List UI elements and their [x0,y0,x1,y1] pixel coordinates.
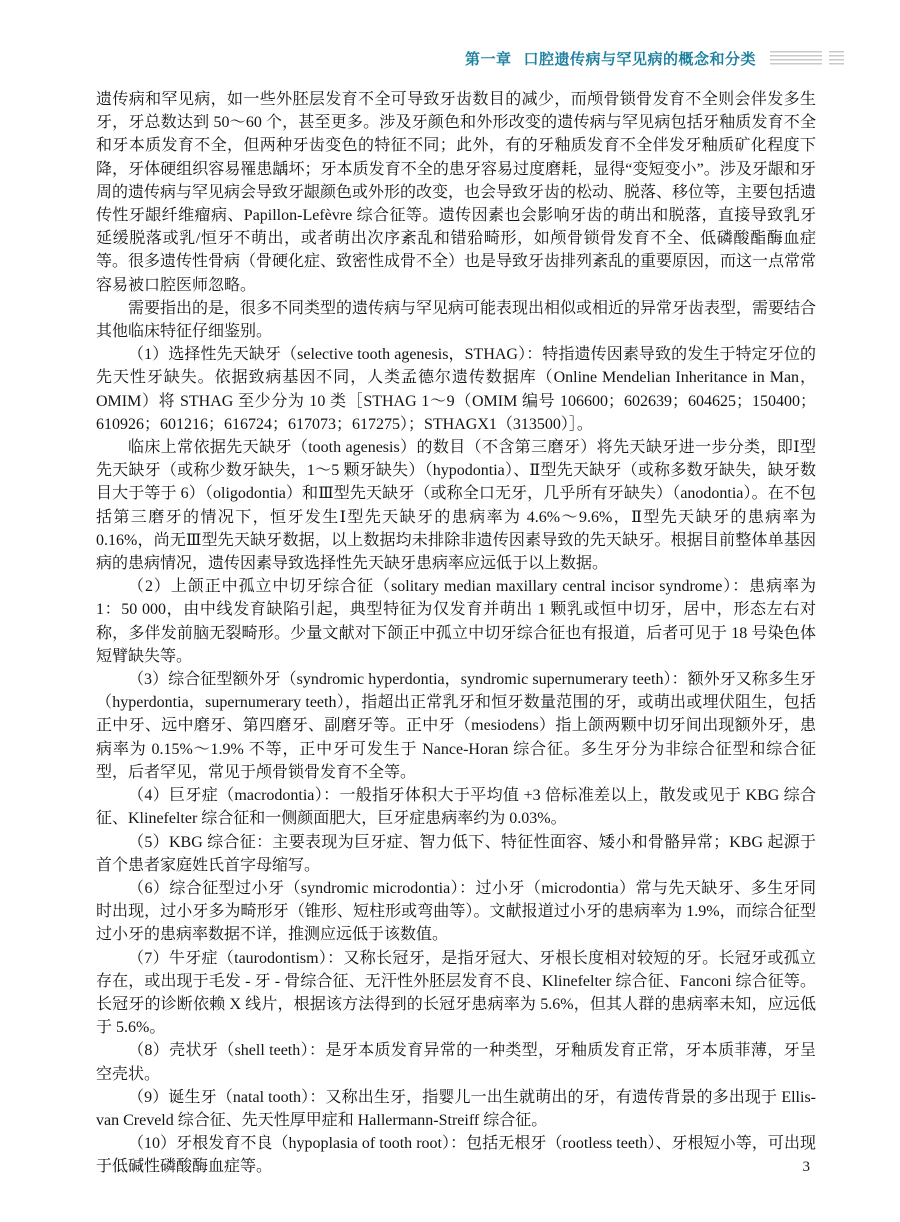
paragraph: 遗传病和罕见病，如一些外胚层发育不全可导致牙齿数目的减少，而颅骨锁骨发育不全则会伴发多生牙，牙总数达到 50～60 个，甚至更多。涉及牙颜色和外形改变的遗传病与罕见病包括牙釉质发育不全和牙本质发育不全，但两种牙齿变色的特征不同；此外，有的牙釉质发育不全伴发牙釉质矿化程度下降，牙体硬组织容易罹患龋坏；牙本质发育不全的患牙容易过度磨耗，显得“变短变小”。涉及牙龈和牙周的遗传病与罕见病会导致牙龈颜色或外形的改变，也会导致牙齿的松动、脱落、移位等，主要包括遗传性牙龈纤维瘤病、Papillon-Lefèvre 综合征等。遗传因素也会影响牙齿的萌出和脱落，直接导致乳牙延缓脱落或乳/恒牙不萌出，或者萌出次序紊乱和错𬌗畸形，如颅骨锁骨发育不全、低磷酸酯酶血症等。很多遗传性骨病（骨硬化症、致密性成骨不全）也是导致牙齿排列紊乱的重要原因，而这一点常常容易被口腔医师忽略。 [96,91,817,294]
paragraph: 临床上常依据先天缺牙（tooth agenesis）的数目（不含第三磨牙）将先天缺牙进一步分类，即Ⅰ型先天缺牙（或称少数牙缺失，1～5 颗牙缺失）（hypodontia）、Ⅱ型先天缺牙（或称多数牙缺失，缺牙数目大于等于 6）（oligodontia）和Ⅲ型先天缺牙（或称全口无牙，几乎所有牙缺失）（anodontia）。在不包括第三磨牙的情况下，恒牙发生Ⅰ型先天缺牙的患病率为 4.6%～9.6%，Ⅱ型先天缺牙的患病率为 0.16%，尚无Ⅲ型先天缺牙数据，以上数据均未排除非遗传因素导致的先天缺牙。根据目前整体单基因病的患病情况，遗传因素导致选择性先天缺牙患病率应远低于以上数据。 [96,439,816,573]
page-number: 3 [802,1159,810,1175]
paragraph: （2）上颌正中孤立中切牙综合征（solitary median maxillary central incisor syndrome）：患病率为 1：50 000，由中线发育缺陷引起，典型特征为仅发育并萌出 1 颗乳或恒中切牙，居中，形态左右对称，多伴发前脑无裂畸形。少量文献对下颌正中孤立中切牙综合征也有报道，后者可见于 18 号染色体短臂缺失等。 [96,578,816,665]
paragraph: （5）KBG 综合征：主要表现为巨牙症、智力低下、特征性面容、矮小和骨骼异常；KBG 起源于首个患者家庭姓氏首字母缩写。 [96,833,816,874]
paragraph: （10）牙根发育不良（hypoplasia of tooth root）：包括无根牙（rootless teeth）、牙根短小等，可出现于低碱性磷酸酶血症等。 [96,1135,816,1176]
paragraph: （9）诞生牙（natal tooth）：又称出生牙，指婴儿一出生就萌出的牙，有遗传背景的多出现于 Ellis-van Creveld 综合征、先天性厚甲症和 Hallermann-Streiff 综合征。 [96,1088,816,1129]
stripe-lines-icon [829,51,844,66]
paragraph: （7）牛牙症（taurodontism）：又称长冠牙，是指牙冠大、牙根长度相对较短的牙。长冠牙或孤立存在，或出现于毛发 - 牙 - 骨综合征、无汗性外胚层发育不良、Klinefelter 综合征、Fanconi 综合征等。长冠牙的诊断依赖 X 线片，根据该方法得到的长冠牙患病率为 5.6%，但其人群的患病率未知，应远低于 5.6%。 [96,949,816,1037]
paragraph: （4）巨牙症（macrodontia）：一般指牙体积大于平均值 +3 倍标准差以上，散发或见于 KBG 综合征、Klinefelter 综合征和一侧颜面肥大，巨牙症患病率约为 0.03%。 [96,787,816,828]
paragraph: （1）选择性先天缺牙（selective tooth agenesis，STHAG）：特指遗传因素导致的发生于特定牙位的先天性牙缺失。依据致病基因不同，人类孟德尔遗传数据库（Online Mendelian Inheritance in Man，OMIM）将 STHAG 至少分为 10 类［STHAG 1～9（OMIM 编号 106600；602639；604625；150400；610926；601216；616724；617073；617275）；STHAGX1（313500）］。 [96,346,816,433]
paragraph: 需要指出的是，很多不同类型的遗传病与罕见病可能表现出相似或相近的异常牙齿表型，需要结合其他临床特征仔细鉴别。 [96,299,817,341]
chapter-title: 口腔遗传病与罕见病的概念和分类 [523,51,756,68]
running-header-text [465,48,756,69]
body-text [96,88,816,1179]
chapter-label: 第一章 [464,51,512,68]
header-decoration [770,51,844,66]
paragraph: （6）综合征型过小牙（syndromic microdontia）：过小牙（microdontia）常与先天缺牙、多生牙同时出现，过小牙多为畸形牙（锥形、短柱形或弯曲等）。文献报道过小牙的患病率为 1.9%，而综合征型过小牙的患病率数据不详，推测应远低于该数值。 [96,879,816,944]
paragraph: （8）壳状牙（shell teeth）：是牙本质发育异常的一种类型，牙釉质发育正常，牙本质菲薄，牙呈空壳状。 [96,1042,816,1083]
stripe-lines-icon [770,51,822,66]
paragraph: （3）综合征型额外牙（syndromic hyperdontia，syndromic supernumerary teeth）：额外牙又称多生牙（hyperdontia，supernumerary teeth），指超出正常乳牙和恒牙数量范围的牙，或萌出或埋伏阻生，包括正中牙、远中磨牙、第四磨牙、副磨牙等。正中牙（mesiodens）指上颌两颗中切牙间出现额外牙，患病率为 0.15%～1.9% 不等，正中牙可发生于 Nance-Horan 综合征。多生牙分为非综合征型和综合征型，后者罕见，常见于颅骨锁骨发育不全等。 [96,671,816,781]
running-header [96,48,844,69]
